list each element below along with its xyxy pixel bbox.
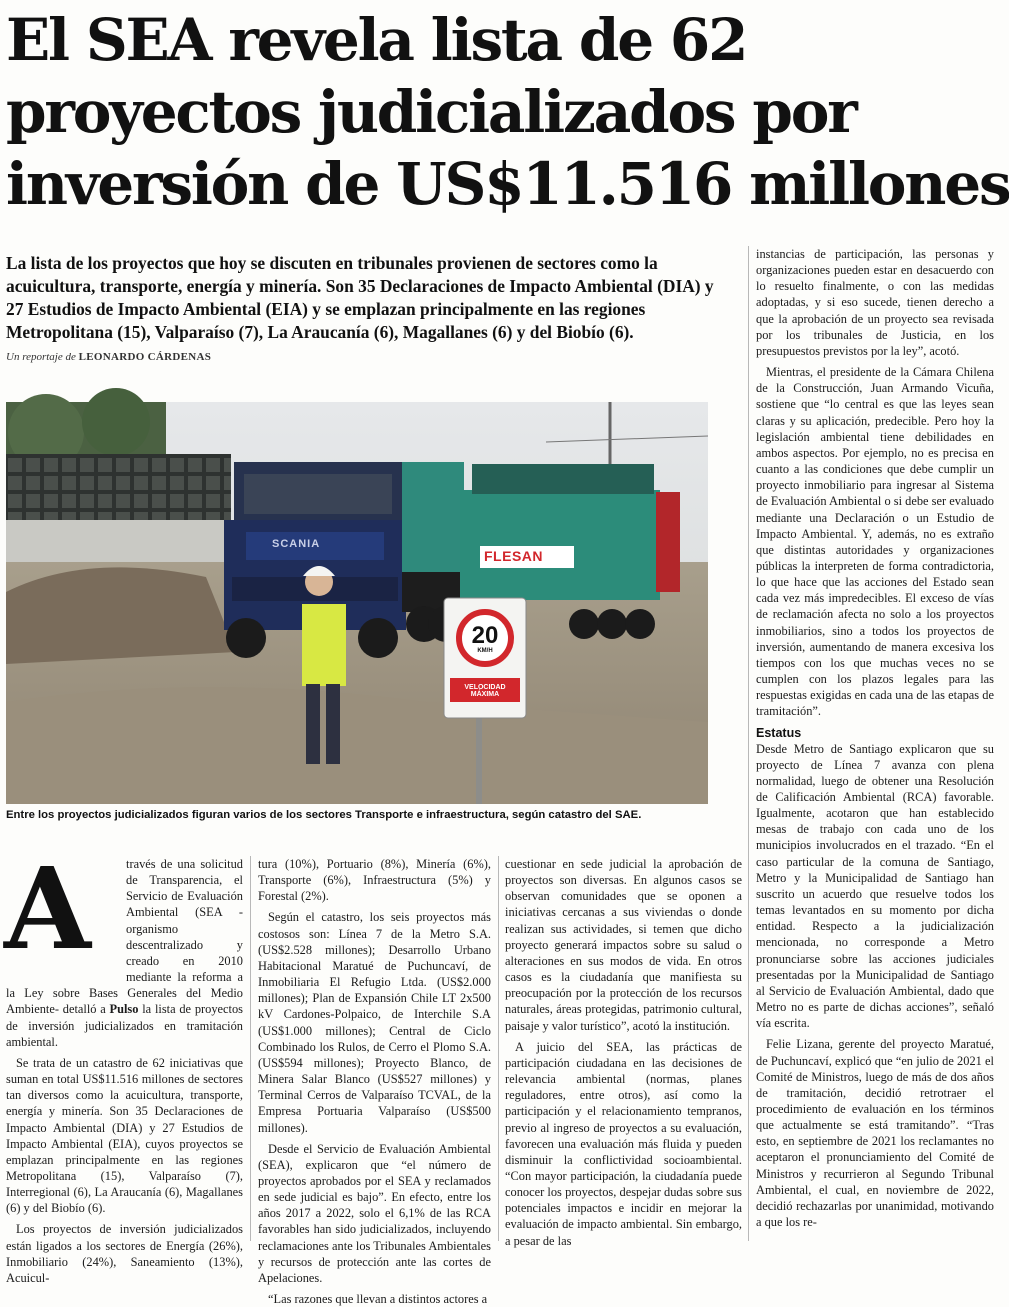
section-subhead: Estatus: [756, 725, 802, 740]
body-paragraph: cuestionar en sede judicial la aprobación de proyectos son diversas. En algunos casos se observan comunidades que se oponen a iniciativas cercanas a sus viviendas o donde realizan sus actividades, si temen que dicho proyecto generará impactos sobre su salud o alteraciones en sus modos de vida. En otros casos es la ciudadanía que manifiesta su preocupación por la protección de los recursos naturales, áreas protegidas, patrimonio cultural, paisaje y valor turístico”, acotó la institución.: [505, 857, 742, 1033]
body-paragraph: Desde el Servicio de Evaluación Ambiental (SEA), explicaron que “el número de proyectos aprobados por el SEA y reclamados en sede judicial es bajo”. En efecto, entre los años 2017 a 2022, solo el 6,1% de las RCA favorables han sido judicializados, incluyendo reclamaciones ante los Tribunales Ambientales y recursos de protección ante las cortes de Apelaciones.: [258, 1141, 491, 1285]
headline-line-3: inversión de US$11.516 millones: [6, 150, 1009, 218]
body-column-4: [756, 246, 994, 1241]
drop-cap: A: [4, 844, 91, 975]
body-paragraph: Desde Metro de Santiago explicaron que su proyecto de Línea 7 avanza con plena normalidad, luego de obtener una Resolución de Calificación Ambiental (RCA) favorable. Igualmente, acotaron que han establecido mesas de trabajo con cada uno de los municipios involucrados en el trazado. “En el caso particular de la comuna de Santiago, Metro y la Municipalidad de Santiago han suscrito un acuerdo que resuelve todos los temas levantados en su momento por dicha entidad. Respecto a la judicialización mencionada, no corresponde a Metro pronunciarse sobre las acciones judiciales presentadas por la Municipalidad de Santiago al Servicio de Evaluación Ambiental, dado que Metro no es parte de dichas acciones”, señaló vía escrita.: [756, 741, 994, 1031]
body-paragraph: A juicio del SEA, las prácticas de participación ciudadana en las decisiones de relevancia ambiental (normas, planes reguladores, entre otros), así como la participación y el relacionamiento tempranos, previo al ingreso de proyectos a su evaluación, favorecen una evaluación más fluida y pueden disminuir la conflictividad socioambiental. “Con mayor participación, la ciudadanía puede conocer los proyectos, despejar dudas sobre sus potenciales impactos e incidir en mejorar la evaluación de impacto ambiental. Sin embargo, a pesar de las: [505, 1039, 742, 1248]
headline-line-1: El SEA revela lista de 62: [6, 6, 747, 74]
article-photo: [6, 402, 708, 804]
headline-line-2: proyectos judicializados por: [6, 78, 856, 146]
photo-caption: Entre los proyectos judicializados figuran varios de los sectores Transporte e infraestructura, según catastro del SAE.: [6, 809, 642, 821]
body-column-3: [505, 856, 742, 1248]
byline: [6, 351, 211, 363]
speed-sign-label: VELOCIDAD MÁXIMA: [464, 684, 506, 698]
lead-paragraph: La lista de los proyectos que hoy se discuten en tribunales provienen de sectores como la acuicultura, transporte, energía y minería. Son 35 Declaraciones de Impacto Ambiental (DIA) y 27 Estudios de Impacto Ambiental (EIA) y se emplazan principalmente en las regiones Metropolitana (15), Valparaíso (7), La Araucanía (6), Magallanes (6) y del Biobío (6).: [6, 253, 714, 342]
body-text: través de una solicitud de Transparencia, el Servicio de Evaluación Ambiental (SEA -organismo descentralizado y creado en 2010 mediante la reforma a la Ley sobre Bases Generales del Medio Ambiente- detalló a: [6, 857, 243, 1017]
body-paragraph: tura (10%), Portuario (8%), Minería (6%), Transporte (6%), Infraestructura (5%) y Forestal (2%).: [258, 857, 491, 904]
body-text: la lista de proyectos de inversión judicializados en tramitación ambiental.: [6, 1002, 243, 1049]
speed-sign-number: 20: [471, 622, 499, 649]
body-paragraph: Según el catastro, los seis proyectos más costosos son: Línea 7 de la Metro S.A. (US$2.528 millones); Desarrollo Urbano Habitacional Maratué de Puchuncaví, de Inmobiliaria El Refugio Ltda. (US$2.000 millones); Plan de Expansión Chile LT 2x500 kV Cardones-Polpaico, de Interchile S.A (US$1.000 millones); Central de Ciclo Combinado los Rulos, de Cerro el Plomo S.A. (US$594 millones); Proyecto Blanco, de Minera Salar Blanco (US$527 millones) y Terminal Cerros de Valparaíso TCVAL, de la Empresa Portuaria Valparaíso (US$500 millones).: [258, 910, 491, 1135]
body-paragraph: instancias de participación, las personas y organizaciones pueden estar en desacuerdo con lo resuelto finalmente, o con las medidas adoptadas, y si eso sucede, tienen derecho a que la aprobación de un proyecto sea revisada por los tribunales de Justicia, en los presupuestos previstos por la ley”, acotó.: [756, 247, 994, 358]
truck-left-brand: SCANIA: [272, 538, 321, 550]
byline-prefix: Un reportaje de: [6, 351, 76, 363]
column-rule: [250, 856, 251, 1241]
column-rule: [498, 856, 499, 1241]
headline: [6, 4, 1009, 220]
body-paragraph: Los proyectos de inversión judicializados están ligados a los sectores de Energía (26%), Inmobiliario (24%), Saneamiento (13%), Acuicul-: [6, 1222, 243, 1285]
body-column-2: [258, 856, 491, 1307]
truck-right-brand: FLESAN: [484, 548, 543, 564]
body-paragraph: Felie Lizana, gerente del proyecto Maratué, de Puchuncaví, explicó que “en julio de 2021 el Comité de Ministros, luego de más de dos años de tramitación, decidió retrotraer el procedimiento de evaluación en los términos que actualmente se está tramitando”. “Tras esto, en septiembre de 2021 los reclamantes no aceptaron el pronunciamiento del Comité de Ministros y recurrieron al Segundo Tribunal Ambiental, el cual, en noviembre de 2022, decidió rechazarlas por unanimidad, motivando a que los re-: [756, 1037, 994, 1230]
speed-sign-unit: KM/H: [477, 648, 493, 654]
body-paragraph: Se trata de un catastro de 62 iniciativas que suman en total US$11.516 millones de sectores tan diversos como la acuicultura, transporte, energía y minería. Son 35 Declaraciones de Impacto Ambiental (DIA) y 27 Estudios de Impacto Ambiental (EIA), cuyos proyectos se emplazan principalmente en las regiones Metropolitana (15), Valparaíso (7), Interregional (6), La Araucanía (6), Magallanes (6) y del Biobío (6).: [6, 1055, 243, 1216]
body-paragraph: Mientras, el presidente de la Cámara Chilena de la Construcción, Juan Armando Vicuña, sostiene que “lo central es que las leyes sean claras y su aplicación, predecible. Pero hoy la legislación ambiental tiene debilidades en ambos aspectos. Por ejemplo, no es precisa en cuanto a las condiciones que debe cumplir un proyecto inmobiliario para ingresar al Sistema de Evaluación Ambiental o si debe ser evaluado mediante una Declaración o un Estudio de Impacto Ambiental. Y, además, no es extraño que distintas autoridades y organizaciones públicas la interpreten de forma contradictoria, lo que hace que las acciones del Estado sean cada vez más impredecibles. El exceso de vías de reclamación afecta no solo a los proyectos inmobiliarios, sino a todos los proyectos de inversión, aumentando de manera excesiva los tiempos con los que muchas veces no se cumplen con los plazos legales para las respuestas exigidas en cada una de las etapas de tramitación”.: [756, 365, 994, 719]
body-paragraph: “Las razones que llevan a distintos actores a: [268, 1292, 488, 1307]
body-column-1: [4, 844, 243, 1285]
column-rule: [748, 246, 749, 1241]
publication-name: Pulso: [109, 1002, 139, 1017]
byline-author: LEONARDO CÁRDENAS: [78, 351, 212, 363]
